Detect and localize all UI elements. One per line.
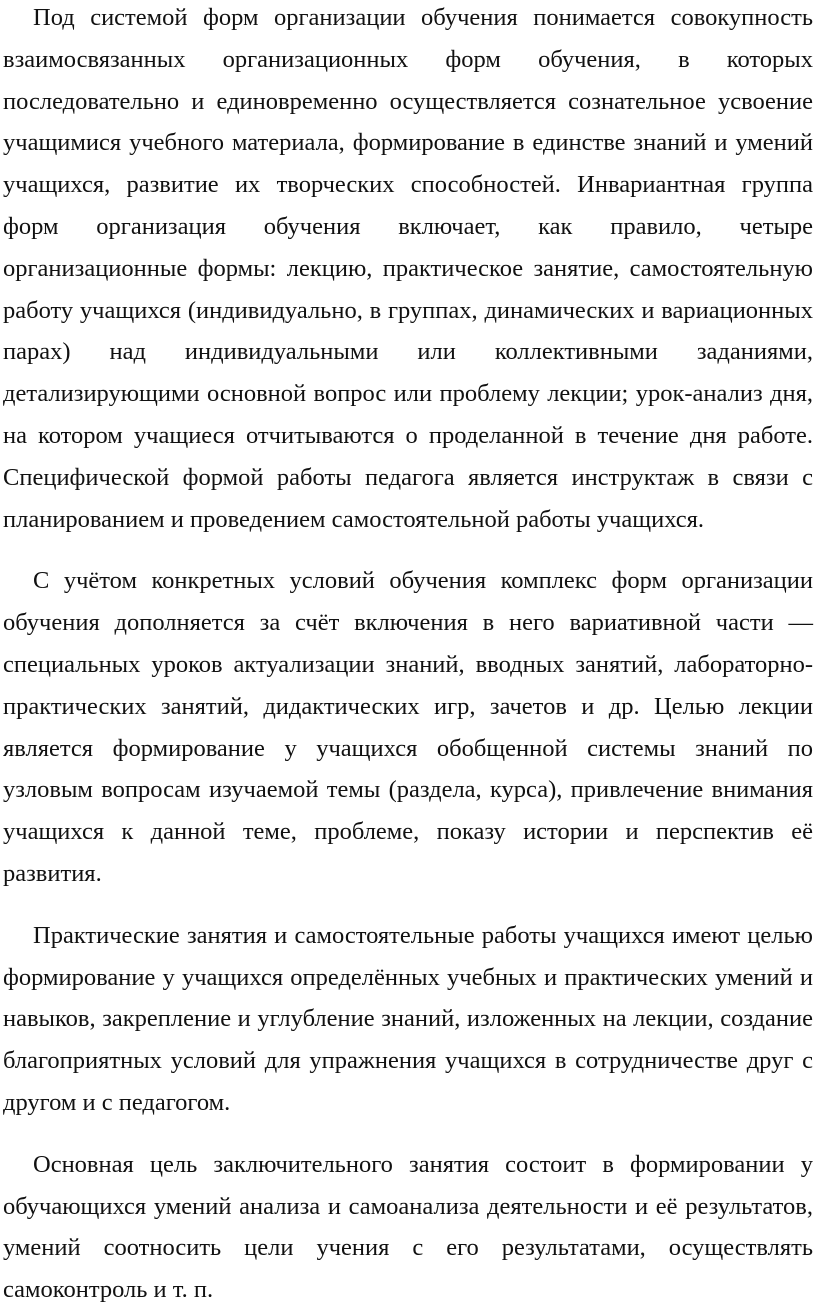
paragraph-forms-of-organization: Под системой форм организации обучения понимается совокупность взаимосвязанных организационных форм обучения, в которых последовательно и единовременно осуществляется сознательное усвоение учащимися учебного материала, формирование в единстве знаний и умений учащихся, развитие их творческих способностей. Инвариантная группа форм организация обучения включает, как правило, четыре организационные формы: лекцию, практическое занятие, самостоятельную работу учащихся (индивидуально, в группах, динамических и вариационных парах) над индивидуальными или коллективными заданиями, детализирующими основной вопрос или проблему лекции; урок-анализ дня, на котором учащиеся отчитываются о проделанной в течение дня работе. Специфической формой работы педагога является инструктаж в связи с планированием и проведением самостоятельной работы учащихся. <box>3 4 813 533</box>
paragraph-final-class: Основная цель заключительного занятия состоит в формировании у обучающихся умений анализа и самоанализа деятельности и её результатов, умений соотносить цели учения с его результатами, осуществлять самоконтроль и т. п. <box>3 1150 813 1304</box>
paragraph-practical-classes: Практические занятия и самостоятельные работы учащихся имеют целью формирование у учащихся определённых учебных и практических умений и навыков, закрепление и углубление знаний, изложенных на лекции, создание благоприятных условий для упражнения учащихся в сотрудничестве друг с другом и с педагогом. <box>3 921 813 1116</box>
paragraph-variative-part: С учётом конкретных условий обучения комплекс форм организации обучения дополняется за счёт включения в него вариативной части — специальных уроков актуализации знаний, вводных занятий, лабораторно-практических занятий, дидактических игр, зачетов и др. Целью лекции является формирование у учащихся обобщенной системы знаний по узловым вопросам изучаемой темы (раздела, курса), привлечение внимания учащихся к данной теме, проблеме, показу истории и перспектив её развития. <box>3 567 813 887</box>
document-page <box>3 0 813 1311</box>
